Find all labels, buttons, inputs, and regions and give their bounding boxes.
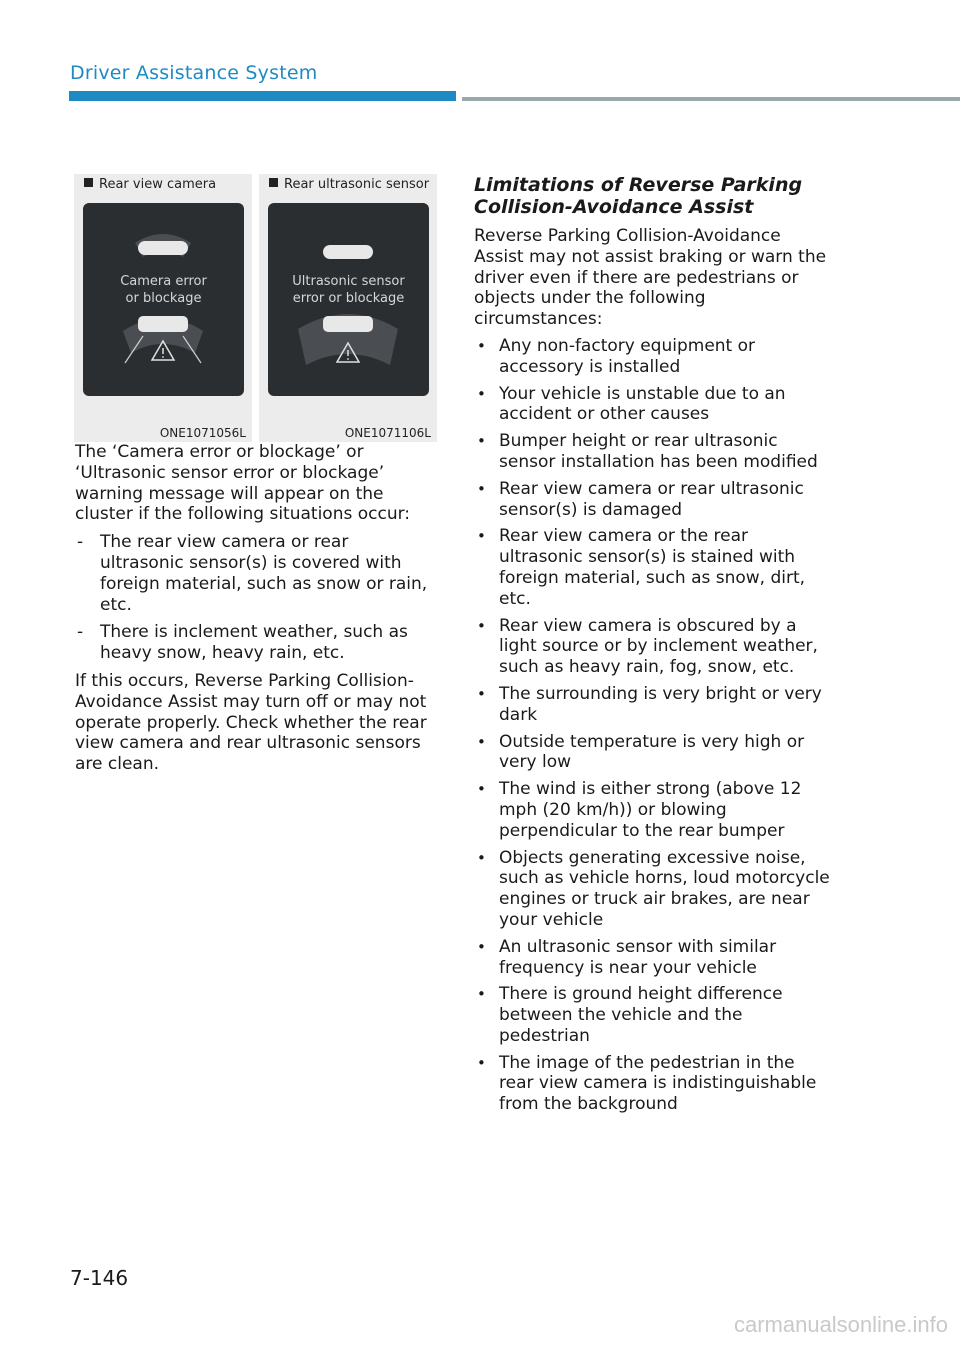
cluster-display <box>83 203 244 396</box>
list-item: • The wind is either strong (above 12 mph (20 km/h)) or blowing perpendicular to the rear bumper <box>477 779 802 841</box>
bullet-list <box>474 336 830 1115</box>
figure-code: ONE1071056L <box>159 426 246 440</box>
limitations-intro: Reverse Parking Collision-Avoidance Assist may not assist braking or warn the driver even if there are pedestrians or objects under the following circumstances: <box>474 226 827 330</box>
section-header-title: Driver Assistance System <box>70 62 318 84</box>
square-bullet-icon <box>269 178 278 187</box>
header-rule-accent <box>69 91 456 101</box>
warning-message: Camera error or blockage <box>120 274 207 306</box>
list-item: • Objects generating excessive noise, such as vehicle horns, loud motorcycle engines or truck air brakes, are near your vehicle <box>477 847 830 930</box>
list-item: - There is inclement weather, such as heavy snow, heavy rain, etc. <box>77 622 408 664</box>
list-item: - The rear view camera or rear ultrasonic sensor(s) is covered with foreign material, such as snow or rain, etc. <box>77 532 428 615</box>
figure-code: ONE1071106L <box>344 426 431 440</box>
list-item: • Rear view camera is obscured by a light source or by inclement weather, such as heavy rain, fog, snow, etc. <box>477 615 818 678</box>
dash-list <box>75 532 437 664</box>
list-item: • An ultrasonic sensor with similar frequency is near your vehicle <box>477 936 777 978</box>
square-bullet-icon <box>84 178 93 187</box>
figure-rear-ultrasonic-sensor <box>259 174 437 442</box>
list-item: • Bumper height or rear ultrasonic sensor installation has been modified <box>477 431 818 472</box>
watermark: carmanualsonline.info <box>733 1312 948 1337</box>
left-column <box>75 442 437 775</box>
list-item: • Your vehicle is unstable due to an accident or other causes <box>477 383 786 425</box>
list-item: • Rear view camera or the rear ultrasonic sensor(s) is stained with foreign material, such as snow, dirt, etc. <box>477 526 806 609</box>
list-item: • The surrounding is very bright or very dark <box>477 683 822 725</box>
right-column <box>474 174 830 1115</box>
figure-caption: Rear ultrasonic sensor <box>269 178 431 191</box>
header-rule <box>462 97 960 101</box>
list-item: • Any non-factory equipment or accessory is installed <box>477 335 756 377</box>
list-item: • Outside temperature is very high or very low <box>477 731 805 773</box>
section-title: Limitations of Reverse Parking Collision-Avoidance Assist <box>474 174 803 218</box>
warning-intro: The ‘Camera error or blockage’ or ‘Ultrasonic sensor error or blockage’ warning message will appear on the cluster if the following situations occur: <box>75 442 411 525</box>
page-number: 7-146 <box>70 1266 129 1290</box>
figure-rear-view-camera <box>74 174 252 442</box>
list-item: • The image of the pedestrian in the rear view camera is indistinguishable from the background <box>477 1052 817 1115</box>
cluster-display <box>268 203 429 396</box>
list-item: • Rear view camera or rear ultrasonic sensor(s) is damaged <box>477 478 804 520</box>
figure-caption: Rear view camera <box>84 178 246 191</box>
warning-outro: If this occurs, Reverse Parking Collision-Avoidance Assist may turn off or may not operate properly. Check whether the rear view camera and rear ultrasonic sensors are clean. <box>75 670 427 775</box>
list-item: • There is ground height difference between the vehicle and the pedestrian <box>477 984 783 1046</box>
warning-message: Ultrasonic sensor error or blockage <box>292 274 405 306</box>
